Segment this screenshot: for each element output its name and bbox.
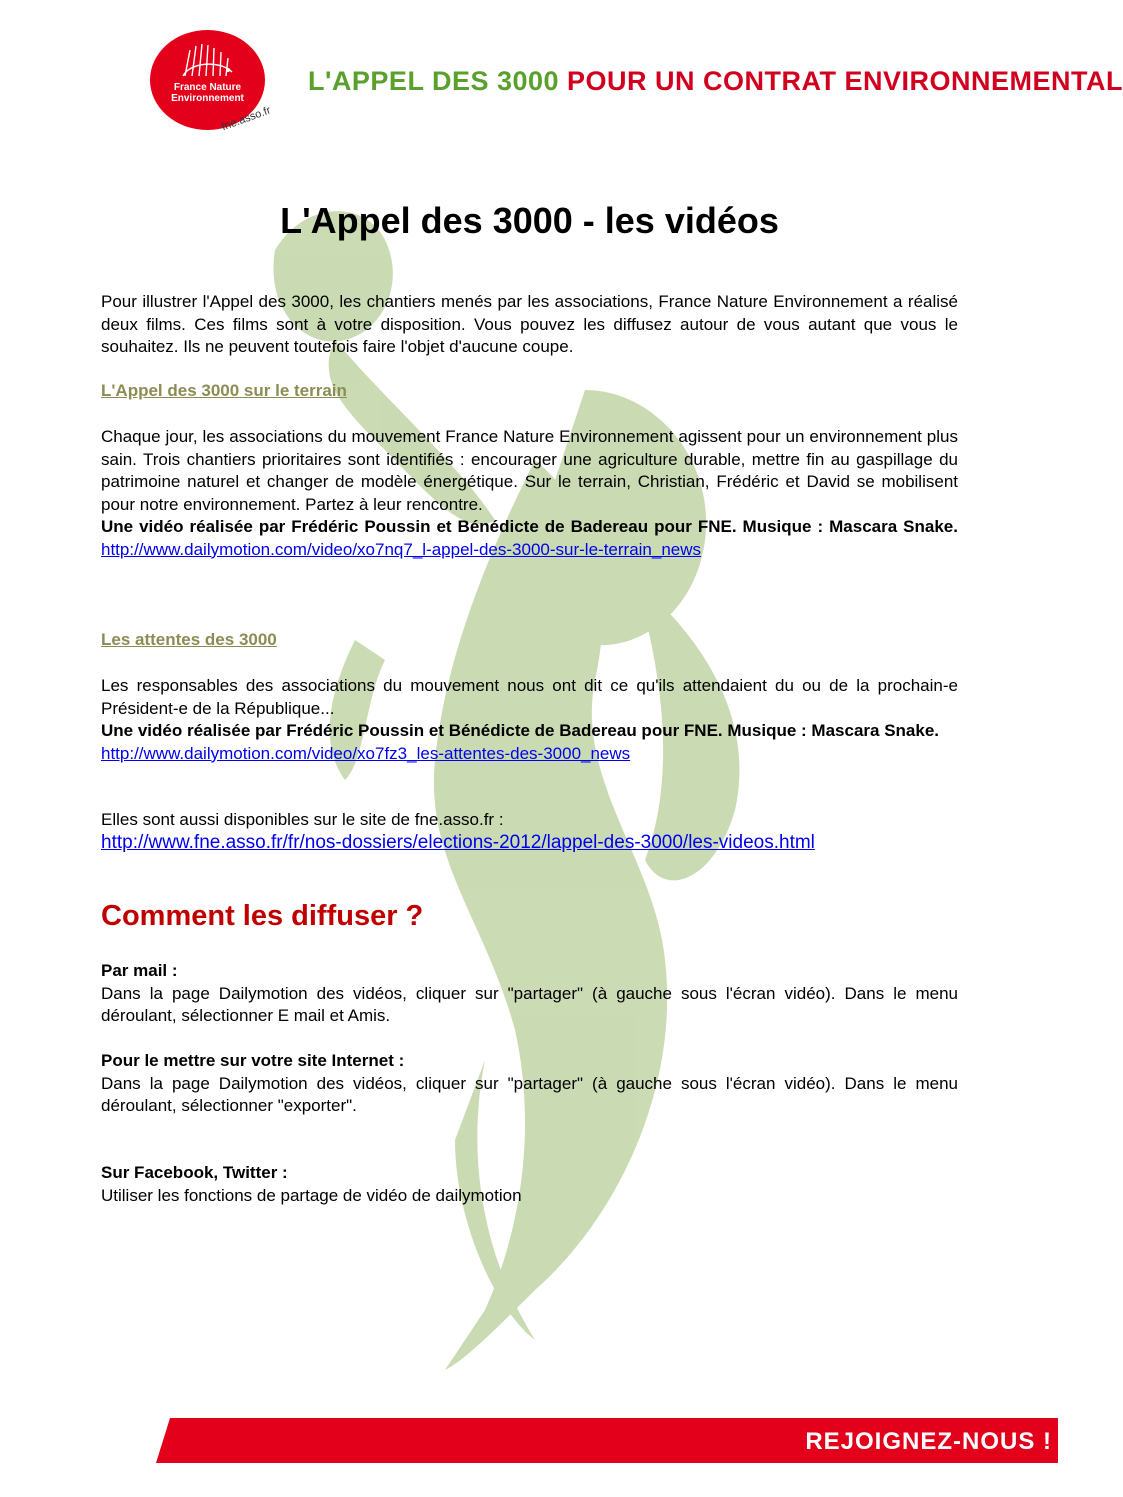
video1-link[interactable]: http://www.dailymotion.com/video/xo7nq7_l-appel-des-3000-sur-le-terrain_news <box>101 539 702 559</box>
video1-credit: Une vidéo réalisée par Frédéric Poussin et Bénédicte de Badereau pour FNE. Musique : Mascara Snake. <box>101 517 958 536</box>
also-text: Elles sont aussi disponibles sur le site de fne.asso.fr : <box>101 810 504 829</box>
mail-section <box>101 960 958 1028</box>
video1-body: Chaque jour, les associations du mouvement France Nature Environnement agissent pour un environnement plus sain. Trois chantiers prioritaires sont identifiés : encourager une agriculture durable, mettre fin au gaspillage du patrimoine naturel et changer de modèle énergétique. Sur le terrain, Christian, Frédéric et David se mobilisent pour notre environnement. Partez à leur rencontre. <box>101 427 958 514</box>
intro-paragraph: Pour illustrer l'Appel des 3000, les chantiers menés par les associations, France Nature Environnement a réalisé deux films. Ces films sont à votre disposition. Vous pouvez les diffusez autour de vous autant que vous le souhaitez. Ils ne peuvent toutefois faire l'objet d'aucune coupe. <box>101 292 958 356</box>
banner-red-text: POUR UN CONTRAT ENVIRONNEMENTAL <box>559 66 1123 96</box>
mail-text: Dans la page Dailymotion des vidéos, cliquer sur "partager" (à gauche sous l'écran vidéo). Dans le menu déroulant, sélectionner E mail et Amis. <box>101 983 958 1025</box>
header-banner <box>308 66 1123 97</box>
video2-body: Les responsables des associations du mouvement nous ont dit ce qu'ils attendaient du ou de la prochain-e Président-e de la République... <box>101 676 958 718</box>
video2-section <box>101 675 958 765</box>
site-text: Dans la page Dailymotion des vidéos, cliquer sur "partager" (à gauche sous l'écran vidéo). Dans le menu déroulant, sélectionner "exporter". <box>101 1073 958 1115</box>
fne-logo[interactable] <box>150 30 273 140</box>
also-section <box>101 809 958 854</box>
mail-label: Par mail : <box>101 961 178 980</box>
social-text: Utiliser les fonctions de partage de vidéo de dailymotion <box>101 1185 522 1205</box>
video2-heading[interactable]: Les attentes des 3000 <box>101 630 277 649</box>
video2-credit: Une vidéo réalisée par Frédéric Poussin et Bénédicte de Badereau pour FNE. Musique : Mascara Snake. <box>101 721 940 740</box>
hedgehog-icon <box>180 42 235 80</box>
banner-green-text: L'APPEL DES 3000 <box>308 66 560 96</box>
video2-link[interactable]: http://www.dailymotion.com/video/xo7fz3_les-attentes-des-3000_news <box>101 743 631 763</box>
site-label: Pour le mettre sur votre site Internet : <box>101 1051 405 1070</box>
social-label: Sur Facebook, Twitter : <box>101 1163 288 1182</box>
logo-text <box>150 82 265 104</box>
video1-section <box>101 426 958 561</box>
page-title: L'Appel des 3000 - les vidéos <box>280 200 779 241</box>
logo-url: fne.asso.fr <box>220 104 273 134</box>
site-section <box>101 1050 958 1118</box>
video1-heading[interactable]: L'Appel des 3000 sur le terrain <box>101 381 347 400</box>
fne-videos-link[interactable]: http://www.fne.asso.fr/fr/nos-dossiers/elections-2012/lappel-des-3000/les-videos.html <box>101 831 815 853</box>
how-heading: Comment les diffuser ? <box>101 900 424 932</box>
logo-line-1: France Nature <box>173 82 242 93</box>
logo-line-2: Environnement <box>171 93 244 104</box>
social-section <box>101 1162 958 1207</box>
join-us-cta[interactable]: REJOIGNEZ-NOUS ! <box>805 1428 1052 1455</box>
